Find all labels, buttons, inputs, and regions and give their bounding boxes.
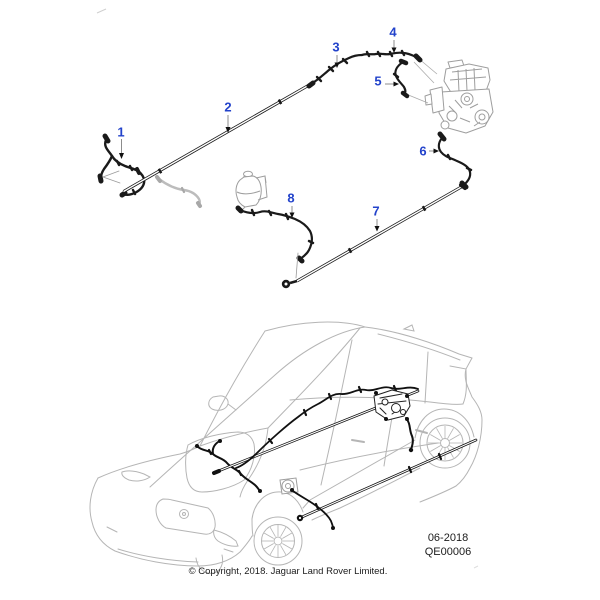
ghost-hose: [157, 177, 200, 206]
vehicle-harness-overlay: [195, 386, 476, 530]
part5-hose: [394, 61, 407, 96]
part6-hose: [439, 134, 471, 187]
callout-6[interactable]: 6: [419, 143, 427, 159]
callout-8[interactable]: 8: [287, 190, 295, 206]
callout-2[interactable]: 2: [224, 99, 232, 115]
engine-ghost: [425, 60, 493, 133]
reservoir-ghost: [236, 171, 267, 210]
date-code: 06-2018: [427, 532, 469, 544]
part8-hose: [238, 208, 313, 278]
part1-hose-assembly: [100, 136, 144, 195]
figure-code: QE00006: [424, 546, 472, 559]
part7-pipe: [282, 185, 465, 288]
figure-reference-block: [419, 531, 477, 560]
part4-hose: [362, 51, 420, 60]
callout-3[interactable]: 3: [332, 39, 340, 55]
callout-arrowheads: [119, 48, 439, 232]
callout-1[interactable]: 1: [117, 124, 125, 140]
callout-7[interactable]: 7: [372, 203, 380, 219]
copyright-notice: © Copyright, 2018. Jaguar Land Rover Limited.: [188, 566, 388, 577]
part2-pipe: [124, 83, 314, 192]
callout-leader-lines: [122, 40, 435, 226]
callout-5[interactable]: 5: [374, 73, 382, 89]
callout-4[interactable]: 4: [389, 24, 397, 40]
